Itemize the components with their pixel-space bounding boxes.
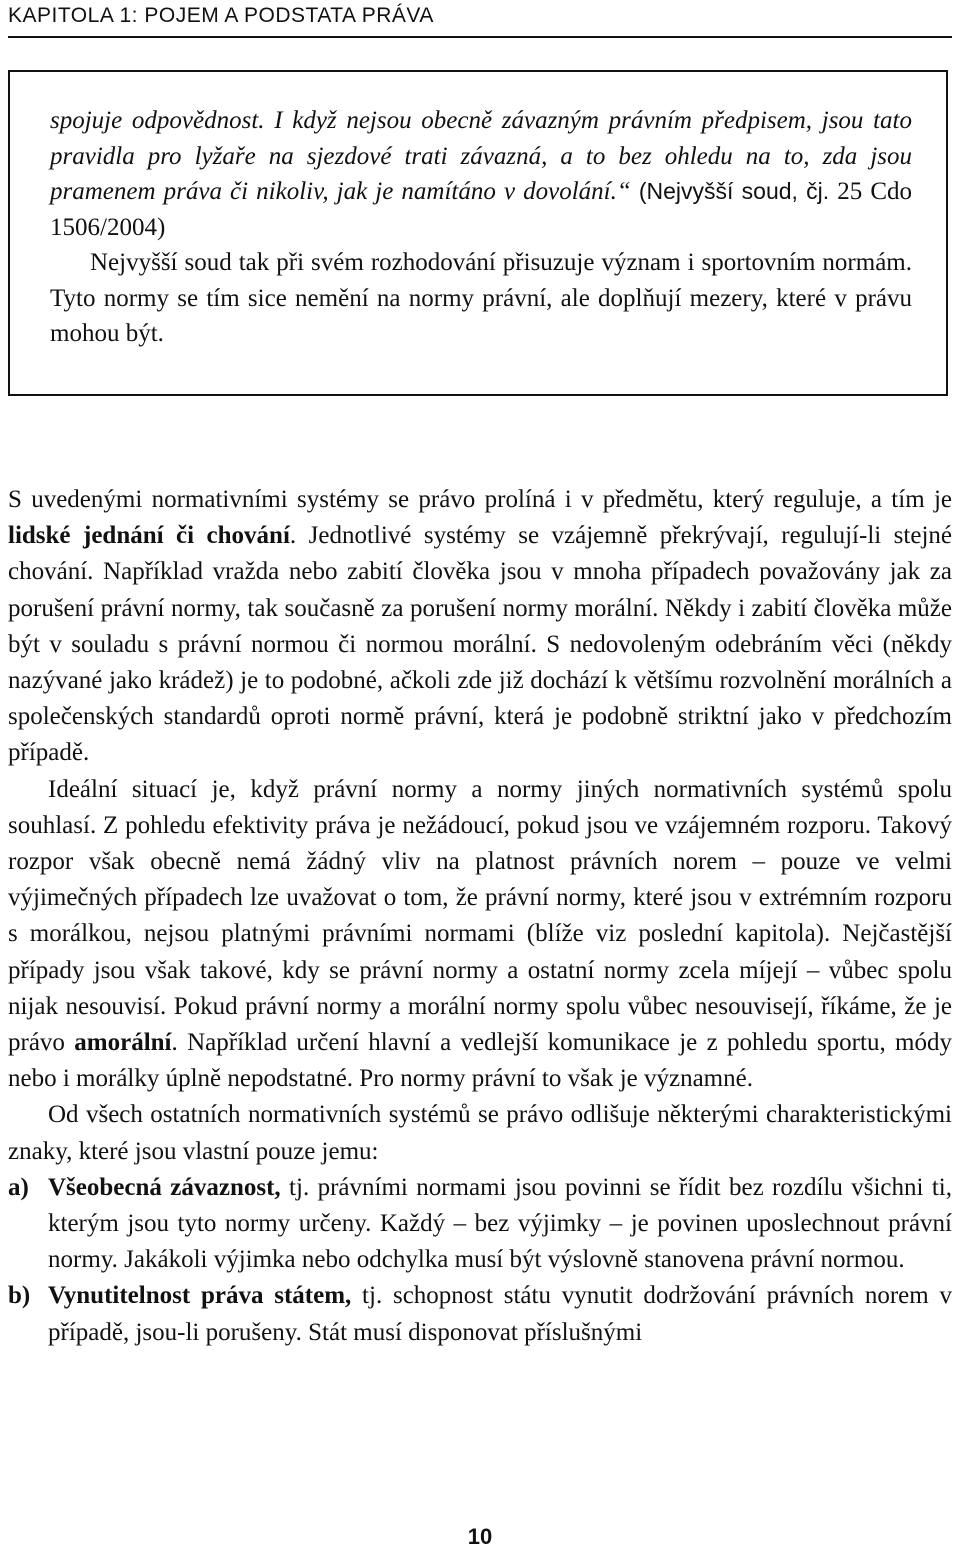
term-general-binding: Všeobecná závaznost, (48, 1173, 281, 1201)
quote-comment: Nejvyšší soud tak při svém rozhodování přisuzuje význam i sportovním normám. Tyto normy se tím sice nemění na normy právní, ale doplňují mezery, které v právu mohou být. (50, 249, 912, 347)
list-item-b-text: tj. schopnost státu vynutit dodržování právních norem v případě, jsou-li porušeny. Stát musí disponovat příslušnými (48, 1282, 952, 1346)
list-marker-a: a) (8, 1173, 29, 1201)
chapter-header: KAPITOLA 1: POJEM A PODSTATA PRÁVA (8, 4, 434, 27)
header-divider (8, 36, 952, 38)
list-item-a (8, 1170, 952, 1279)
paragraph-1-start: S uvedenými normativními systémy se právo prolíná i v předmětu, který reguluje, a tím je (8, 486, 952, 513)
paragraph-1-rest: . Jednotlivé systémy se vzájemně překrývají, regulují-li stejné chování. Například vražda nebo zabití člověka jsou v mnoha případech považovány jak za porušení právní normy, tak současně za porušení normy morální. Někdy i zabití člověka může být v souladu s právní normou či normou morální. S nedovoleným odebráním věci (někdy nazývané jako krádež) je to podobné, ačkoli zde již dochází k většímu rozvolnění morálních a společenských standardů oproti normě právní, která je podobně striktní jako v předchozím případě. (8, 522, 952, 767)
citation-number: 25 Cdo 1506/2004) (50, 178, 913, 241)
list-item-a-text: tj. právními normami jsou povinni se řídit bez rozdílu všichni ti, kterým jsou tyto normy určeny. Každý – bez výjimky – je povinen uposlechnout právní normy. Jakákoli výjimka nebo odchylka musí být výslovně stanovena právní normou. (48, 1173, 953, 1274)
term-human-conduct: lidské jednání či chování (8, 522, 290, 550)
quote-closing-mark: “ (616, 178, 631, 205)
paragraph-2-rest: . Například určení hlavní a vedlejší komunikace je z pohledu sportu, módy nebo i morálky úplně nepodstatné. Pro normy právní to však je významné. (8, 1029, 953, 1093)
term-enforceability: Vynutitelnost práva státem, (48, 1282, 352, 1310)
paragraph-3: Od všech ostatních normativních systémů se právo odlišuje některými charakteristickými znaky, které jsou vlastní pouze jemu: (8, 1101, 952, 1165)
paragraph-2 (8, 772, 952, 1098)
list-marker-b: b) (8, 1282, 31, 1310)
list-item-b (8, 1278, 952, 1350)
citation-court: (Nejvyšší soud, čj. (638, 178, 830, 204)
paragraph-2-start: Ideální situací je, když právní normy a normy jiných normativních systémů spolu souhlasí. Z pohledu efektivity práva je nežádoucí, pokud jsou ve vzájemném rozporu. Takový rozpor však obecně nemá žádný vliv na platnost právních norem – pouze ve velmi výjimečných případech lze uvažovat o tom, že právní normy, které jsou v extrémním rozporu s morálkou, nejsou platnými právními normami (blíže viz poslední kapitola). Nejčastější případy jsou však takové, kdy se právní normy a ostatní normy zcela míjejí – vůbec spolu nijak nesouvisí. Pokud právní normy a morální normy spolu vůbec nesouvisejí, říkáme, že je právo (8, 775, 952, 1057)
quote-text (50, 103, 912, 352)
main-text (8, 482, 952, 1351)
term-amoral: amorální (74, 1029, 172, 1057)
paragraph-1 (8, 482, 952, 772)
page-number: 10 (467, 1524, 493, 1549)
quote-italic-text: spojuje odpovědnost. I když nejsou obecně závazným právním předpisem, jsou tato pravidla pro lyžaře na sjezdové trati závazná, a to bez ohledu na to, zda jsou pramenem práva či nikoliv, jak je namítáno v dovolání. (50, 107, 912, 205)
